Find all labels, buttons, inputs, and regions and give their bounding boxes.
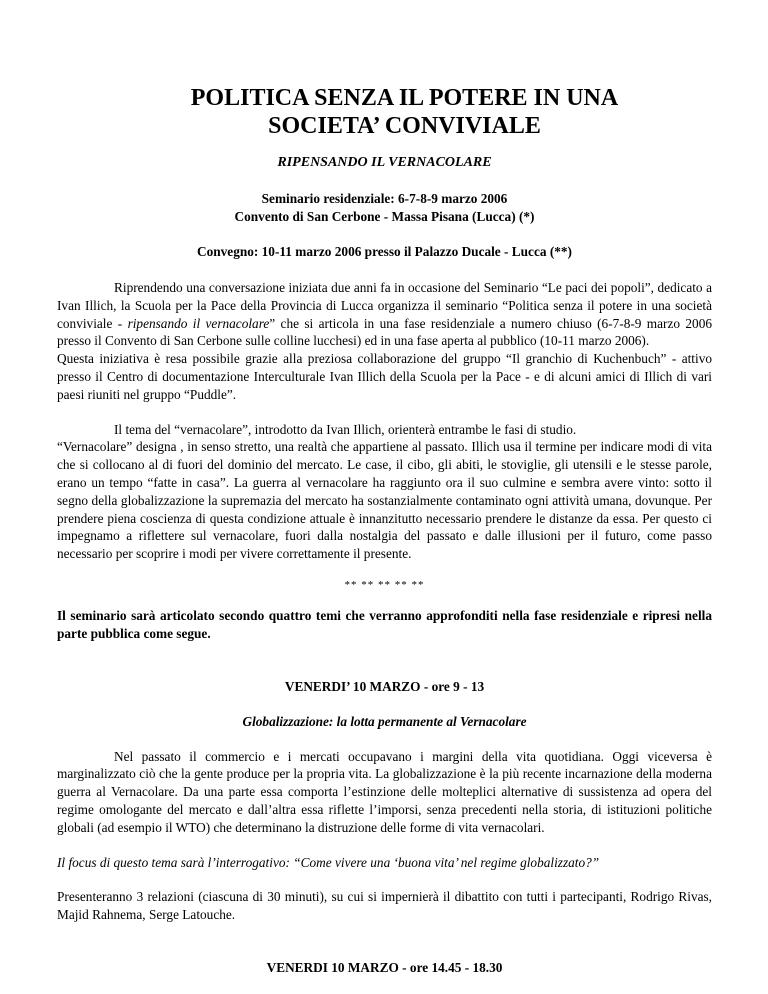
title-line-1: POLITICA SENZA IL POTERE IN UNA — [190, 85, 619, 111]
document-title — [57, 84, 712, 140]
session-1-heading: VENERDI’ 10 MARZO - ore 9 - 13 — [284, 678, 485, 694]
tema-paragraph-2: “Vernacolare” designa , in senso stretto, una realtà che appartiene al passato. Illich usa il termine per indicare modi di vita che si collocano al di fuori del dominio del mercato. Le case, il cibo, gli abiti, le stoviglie, gli utensili e le stesse parole, erano un tempo “fatte in casa”. La guerra al vernacolare ha raggiunto ora il suo culmine e sembra avere vinto: sotto il segno della globalizzazione la supremazia del mercato ha sostanzialmente contaminato ogni attività umana, dovunque. Per prendere piena coscienza di questa condizione attuale è innanzitutto necessario prendere le distanze da essa. Per questo ci impegnamo a riflettere sul vernacolare, fuori dalla nostalgia del passato e dalle illusioni per il futuro, come passo necessario per scoprire i modi per vivere correttamente il presente. — [57, 439, 712, 562]
session-2-heading: VENERDI 10 MARZO - ore 14.45 - 18.30 — [266, 959, 503, 975]
separator-stars: ** ** ** ** ** — [344, 578, 425, 591]
title-line-2: SOCIETA’ CONVIVIALE — [268, 113, 541, 139]
session-1-focus: Il focus di questo tema sarà l’interrogativo: “Come vivere una ‘buona vita’ nel regime globalizzato?” — [57, 854, 600, 870]
intro-paragraph — [57, 279, 712, 350]
tema-paragraph-1: Il tema del “vernacolare”, introdotto da Ivan Illich, orienterà entrambe le fasi di studio. — [114, 421, 577, 437]
intro-text-italic: ripensando il vernacolare — [127, 315, 270, 331]
session-1-theme: Globalizzazione: la lotta permanente al Vernacolare — [242, 713, 527, 729]
document-subtitle: RIPENSANDO IL VERNACOLARE — [277, 155, 492, 170]
intro-text-a: Riprendendo una conversazione iniziata due anni fa in occasione del Seminario “Le paci dei popoli”, dedicato a Ivan Illich, la Scuola per la Pace della Provincia di Lucca organizza il seminario “Politica senza il potere in una società conviviale - — [57, 280, 712, 331]
articolazione-paragraph: Il seminario sarà articolato secondo quattro temi che verranno approfonditi nella fase residenziale e ripresi nella parte pubblica come segue. — [57, 607, 712, 641]
seminar-location: Convento di San Cerbone - Massa Pisana (Lucca) (*) — [234, 209, 535, 224]
session-1-body: Nel passato il commercio e i mercati occupavano i margini della vita quotidiana. Oggi viceversa è marginalizzato ciò che la gente produce per la propria vita. La globalizzazione è la più recente incarnazione della moderna guerra al Vernacolare. Da una parte essa comporta l’estinzione delle molteplici alternative di sussistenza ad opera del regime omologante del mercato e dall’altra essa riflette l’imporsi, senza precedenti nella storia, di istituzioni politiche globali (ad esempio il WTO) che determinano la distruzione delle forme di vita vernacolari. — [57, 748, 712, 835]
intro-paragraph-2: Questa iniziativa è resa possibile grazie alla preziosa collaborazione del gruppo “Il granchio di Kuchenbuch” - attivo presso il Centro di documentazione Interculturale Ivan Illich della Scuola per la Pace - e di alcuni amici di Illich di vari paesi riuniti nel gruppo “Puddle”. — [57, 351, 712, 402]
intro-text-b: ” che si articola in una fase residenziale a numero chiuso (6-7-8-9 marzo 2006 presso il Convento di San Cerbone sulle colline lucchesi) ed in una fase aperta al pubblico (10-11 marzo 2006). — [57, 315, 712, 349]
seminar-dates: Seminario residenziale: 6-7-8-9 marzo 2006 — [261, 191, 508, 206]
document-content — [57, 84, 712, 977]
convegno-info: Convegno: 10-11 marzo 2006 presso il Palazzo Ducale - Lucca (**) — [197, 244, 572, 259]
session-1-speakers: Presenteranno 3 relazioni (ciascuna di 30 minuti), su cui si impernierà il dibattito con tutti i partecipanti, Rodrigo Rivas, Majid Rahnema, Serge Latouche. — [57, 889, 712, 923]
